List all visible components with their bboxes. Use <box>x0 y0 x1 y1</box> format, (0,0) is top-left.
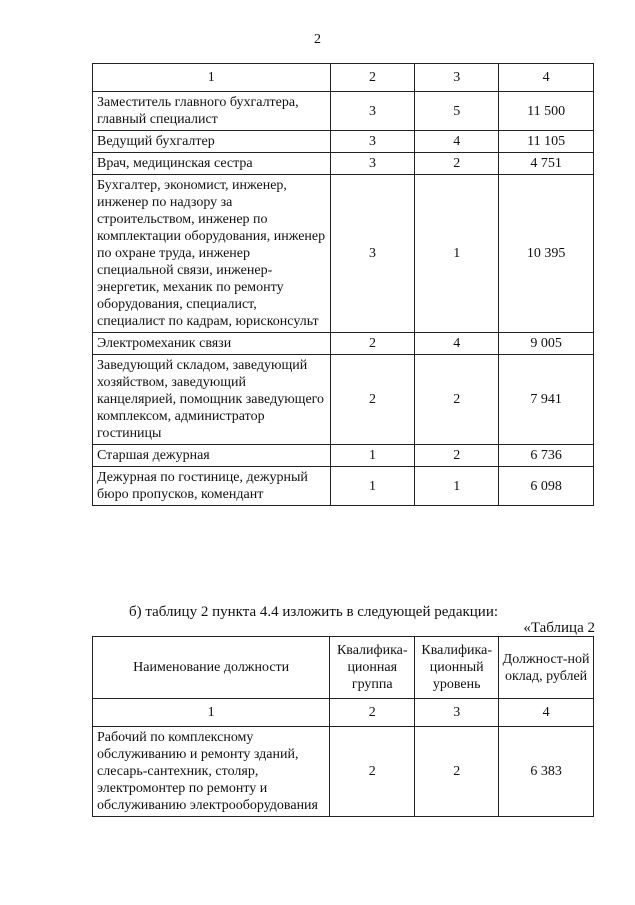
column-number: 2 <box>330 699 415 727</box>
table-row <box>93 175 594 333</box>
qualification-level-cell: 2 <box>415 445 499 467</box>
column-header-salary: Должност-ной оклад, рублей <box>499 637 594 699</box>
column-header-level: Квалифика-ционный уровень <box>415 637 499 699</box>
qualification-group-cell: 2 <box>330 355 415 445</box>
qualification-group-cell: 3 <box>330 131 415 153</box>
position-name-cell: Ведущий бухгалтер <box>93 131 331 153</box>
table-row <box>93 153 594 175</box>
table-row <box>93 131 594 153</box>
page-number: 2 <box>314 32 321 47</box>
column-number: 1 <box>93 699 330 727</box>
table-row <box>93 467 594 506</box>
qualification-group-cell: 1 <box>330 467 415 506</box>
position-name-cell: Электромеханик связи <box>93 333 331 355</box>
table-header-row <box>93 637 594 699</box>
position-name-cell: Врач, медицинская сестра <box>93 153 331 175</box>
position-name-cell: Дежурная по гостинице, дежурный бюро пропусков, комендант <box>93 467 331 506</box>
salary-table-2 <box>92 636 594 817</box>
qualification-group-cell: 1 <box>330 445 415 467</box>
amendment-instruction: б) таблицу 2 пункта 4.4 изложить в следующей редакции: <box>129 604 499 620</box>
qualification-group-cell: 3 <box>330 92 415 131</box>
column-number-row <box>93 699 594 727</box>
qualification-group-cell: 2 <box>330 333 415 355</box>
column-number: 3 <box>415 64 499 92</box>
qualification-level-cell: 4 <box>415 333 499 355</box>
column-number: 4 <box>499 699 594 727</box>
salary-cell: 11 500 <box>499 92 594 131</box>
qualification-level-cell: 5 <box>415 92 499 131</box>
qualification-level-cell: 1 <box>415 467 499 506</box>
table-row <box>93 727 594 817</box>
column-number: 1 <box>93 64 331 92</box>
column-number-row <box>93 64 594 92</box>
position-name-cell: Рабочий по комплексному обслуживанию и ремонту зданий, слесарь-сантехник, столяр, электромонтер по ремонту и обслуживанию электрооборудования <box>93 727 330 817</box>
qualification-level-cell: 4 <box>415 131 499 153</box>
table-row <box>93 333 594 355</box>
column-number: 2 <box>330 64 415 92</box>
qualification-level-cell: 2 <box>415 355 499 445</box>
salary-cell: 11 105 <box>499 131 594 153</box>
salary-cell: 7 941 <box>499 355 594 445</box>
column-number: 3 <box>415 699 499 727</box>
salary-table-2-body <box>93 637 594 817</box>
position-name-cell: Старшая дежурная <box>93 445 331 467</box>
salary-cell: 4 751 <box>499 153 594 175</box>
qualification-group-cell: 3 <box>330 175 415 333</box>
table-row <box>93 355 594 445</box>
qualification-group-cell: 2 <box>330 727 415 817</box>
table-caption: «Таблица 2 <box>523 620 595 636</box>
qualification-level-cell: 2 <box>415 727 499 817</box>
table-row <box>93 445 594 467</box>
qualification-level-cell: 2 <box>415 153 499 175</box>
column-header-position: Наименование должности <box>93 637 330 699</box>
salary-cell: 6 736 <box>499 445 594 467</box>
position-name-cell: Заместитель главного бухгалтера, главный специалист <box>93 92 331 131</box>
qualification-level-cell: 1 <box>415 175 499 333</box>
salary-cell: 6 098 <box>499 467 594 506</box>
salary-cell: 9 005 <box>499 333 594 355</box>
salary-cell: 10 395 <box>499 175 594 333</box>
column-number: 4 <box>499 64 594 92</box>
position-name-cell: Бухгалтер, экономист, инженер, инженер по надзору за строительством, инженер по комплектации оборудования, инженер по охране труда, инженер специальной связи, инженер-энергетик, механик по ремонту оборудования, специалист, специалист по кадрам, юрисконсульт <box>93 175 331 333</box>
table-row <box>93 92 594 131</box>
salary-table-1 <box>92 63 594 506</box>
qualification-group-cell: 3 <box>330 153 415 175</box>
position-name-cell: Заведующий складом, заведующий хозяйством, заведующий канцелярией, помощник заведующего комплексом, администратор гостиницы <box>93 355 331 445</box>
salary-table-1-body <box>93 64 594 506</box>
column-header-group: Квалифика-ционная группа <box>330 637 415 699</box>
salary-cell: 6 383 <box>499 727 594 817</box>
